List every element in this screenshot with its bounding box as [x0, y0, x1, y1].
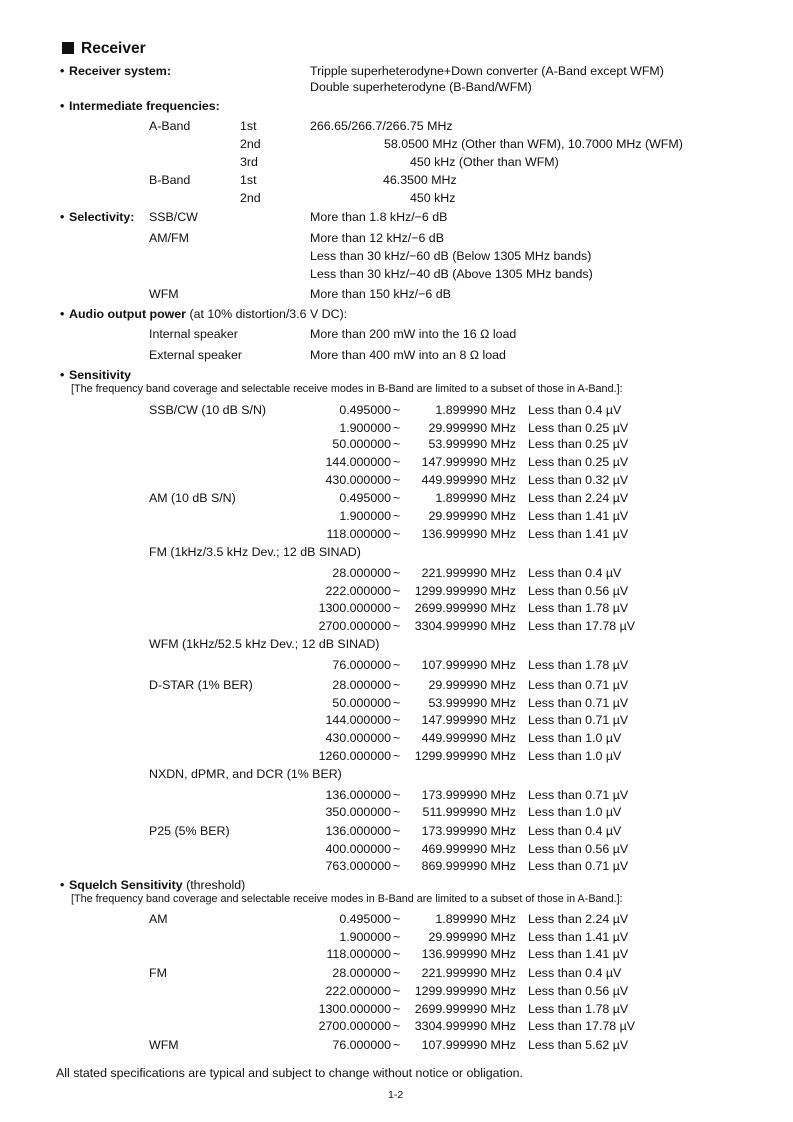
- range-separator: ~: [393, 930, 401, 944]
- range-start: 76.000000: [332, 658, 391, 672]
- range-separator: ~: [393, 491, 401, 505]
- if-stage: 2nd: [240, 191, 261, 205]
- range-end: 173.999990 MHz: [421, 824, 516, 838]
- sensitivity-value: Less than 0.71 µV: [528, 788, 629, 802]
- mode-label: D-STAR (1% BER): [149, 678, 253, 692]
- disclaimer: All stated specifications are typical and subject to change without notice or obligation.: [56, 1066, 523, 1080]
- sensitivity-value: Less than 0.32 µV: [528, 473, 629, 487]
- mode-label: P25 (5% BER): [149, 824, 230, 838]
- range-end: 29.999990 MHz: [428, 421, 516, 435]
- range-start: 430.000000: [325, 731, 391, 745]
- range-start: 222.000000: [325, 984, 391, 998]
- range-start: 350.000000: [325, 805, 391, 819]
- sensitivity-value: Less than 1.41 µV: [528, 527, 629, 541]
- sensitivity-value: Less than 2.24 µV: [528, 491, 629, 505]
- range-separator: ~: [393, 584, 401, 598]
- selectivity-value: Less than 30 kHz/−40 dB (Above 1305 MHz bands): [310, 267, 593, 281]
- range-start: 1300.000000: [318, 1002, 391, 1016]
- speaker-type: External speaker: [149, 348, 242, 362]
- range-end: 1299.999990 MHz: [414, 749, 516, 763]
- range-end: 449.999990 MHz: [421, 473, 516, 487]
- bullet: •: [60, 368, 65, 382]
- mode-label: AM (10 dB S/N): [149, 491, 236, 505]
- sensitivity-value: Less than 2.24 µV: [528, 912, 629, 926]
- squelch-note: [The frequency band coverage and selectable receive modes in B-Band are limited to a subset of those in A-Band.]:: [71, 893, 623, 905]
- range-separator: ~: [393, 619, 401, 633]
- selectivity-value: More than 150 kHz/−6 dB: [310, 287, 451, 301]
- sensitivity-value: Less than 1.41 µV: [528, 509, 629, 523]
- range-end: 1.899990 MHz: [435, 912, 516, 926]
- range-end: 53.999990 MHz: [428, 437, 516, 451]
- if-stage: 1st: [240, 119, 257, 133]
- sensitivity-value: Less than 0.56 µV: [528, 842, 629, 856]
- selectivity-value: More than 1.8 kHz/−6 dB: [310, 210, 448, 224]
- range-start: 144.000000: [325, 713, 391, 727]
- range-separator: ~: [393, 842, 401, 856]
- range-start: 50.000000: [332, 696, 391, 710]
- sensitivity-value: Less than 0.71 µV: [528, 859, 629, 873]
- mode-label: WFM: [149, 1038, 179, 1052]
- bullet: •: [60, 210, 65, 224]
- section-title: Receiver: [81, 40, 146, 57]
- speaker-type: Internal speaker: [149, 327, 238, 341]
- range-separator: ~: [393, 1038, 401, 1052]
- range-separator: ~: [393, 947, 401, 961]
- range-start: 1.900000: [339, 930, 391, 944]
- range-start: 118.000000: [326, 527, 391, 541]
- if-value: 450 kHz: [410, 191, 456, 205]
- range-end: 173.999990 MHz: [421, 788, 516, 802]
- range-start: 0.495000: [339, 403, 391, 417]
- receiver-system-label: Receiver system:: [69, 64, 171, 78]
- bullet: •: [60, 307, 65, 321]
- range-end: 3304.999990 MHz: [414, 619, 516, 633]
- range-end: 29.999990 MHz: [428, 930, 516, 944]
- range-separator: ~: [393, 966, 401, 980]
- range-end: 449.999990 MHz: [421, 731, 516, 745]
- sensitivity-note: [The frequency band coverage and selectable receive modes in B-Band are limited to a subset of those in A-Band.]:: [71, 383, 623, 395]
- range-start: 763.000000: [325, 859, 391, 873]
- sensitivity-value: Less than 1.0 µV: [528, 805, 622, 819]
- page-number: 1-2: [388, 1089, 404, 1101]
- range-end: 29.999990 MHz: [428, 509, 516, 523]
- sensitivity-value: Less than 0.4 µV: [528, 403, 622, 417]
- sensitivity-value: Less than 0.25 µV: [528, 455, 629, 469]
- range-separator: ~: [393, 437, 401, 451]
- bullet: •: [60, 64, 65, 78]
- range-start: 1.900000: [339, 421, 391, 435]
- range-separator: ~: [393, 678, 401, 692]
- range-start: 76.000000: [332, 1038, 391, 1052]
- sensitivity-value: Less than 1.78 µV: [528, 1002, 629, 1016]
- range-end: 53.999990 MHz: [428, 696, 516, 710]
- range-end: 107.999990 MHz: [421, 658, 516, 672]
- section-marker: [62, 42, 74, 54]
- if-band-a: A-Band: [149, 119, 191, 133]
- range-start: 1260.000000: [318, 749, 391, 763]
- range-end: 147.999990 MHz: [421, 455, 516, 469]
- if-stage: 2nd: [240, 137, 261, 151]
- mode-label: FM: [149, 966, 167, 980]
- range-start: 136.000000: [325, 824, 391, 838]
- if-band-b: B-Band: [149, 173, 191, 187]
- range-end: 469.999990 MHz: [421, 842, 516, 856]
- sensitivity-value: Less than 0.4 µV: [528, 966, 622, 980]
- selectivity-value: Less than 30 kHz/−60 dB (Below 1305 MHz bands): [310, 249, 592, 263]
- range-start: 1.900000: [339, 509, 391, 523]
- range-end: 2699.999990 MHz: [414, 1002, 516, 1016]
- range-start: 28.000000: [332, 566, 391, 580]
- range-separator: ~: [393, 859, 401, 873]
- range-separator: ~: [393, 749, 401, 763]
- sensitivity-value: Less than 0.56 µV: [528, 984, 629, 998]
- range-separator: ~: [393, 1019, 401, 1033]
- range-separator: ~: [393, 788, 401, 802]
- range-separator: ~: [393, 566, 401, 580]
- sensitivity-label: Sensitivity: [69, 368, 131, 382]
- if-value: 46.3500 MHz: [383, 173, 457, 187]
- if-value: 450 kHz (Other than WFM): [410, 155, 559, 169]
- range-end: 221.999990 MHz: [421, 966, 516, 980]
- range-end: 136.999990 MHz: [421, 527, 516, 541]
- sensitivity-value: Less than 17.78 µV: [528, 619, 636, 633]
- range-start: 28.000000: [332, 678, 391, 692]
- selectivity-mode: AM/FM: [149, 231, 189, 245]
- range-separator: ~: [393, 403, 401, 417]
- audio-title: Audio output power: [69, 307, 186, 321]
- range-separator: ~: [393, 805, 401, 819]
- mode-label: FM (1kHz/3.5 kHz Dev.; 12 dB SINAD): [149, 545, 361, 559]
- range-end: 1299.999990 MHz: [414, 584, 516, 598]
- audio-condition: (at 10% distortion/3.6 V DC):: [186, 307, 348, 321]
- range-separator: ~: [393, 601, 401, 615]
- range-start: 430.000000: [325, 473, 391, 487]
- range-start: 0.495000: [339, 491, 391, 505]
- range-end: 147.999990 MHz: [421, 713, 516, 727]
- range-start: 400.000000: [325, 842, 391, 856]
- if-value: 58.0500 MHz (Other than WFM), 10.7000 MHz (WFM): [384, 137, 683, 151]
- sensitivity-value: Less than 0.4 µV: [528, 566, 622, 580]
- range-end: 3304.999990 MHz: [414, 1019, 516, 1033]
- range-start: 118.000000: [326, 947, 391, 961]
- range-separator: ~: [393, 421, 401, 435]
- selectivity-mode: SSB/CW: [149, 210, 198, 224]
- range-start: 0.495000: [339, 912, 391, 926]
- range-separator: ~: [393, 509, 401, 523]
- sensitivity-value: Less than 1.41 µV: [528, 930, 629, 944]
- sensitivity-value: Less than 1.78 µV: [528, 658, 629, 672]
- squelch-condition: (threshold): [182, 878, 246, 892]
- range-separator: ~: [393, 696, 401, 710]
- sensitivity-value: Less than 1.0 µV: [528, 731, 622, 745]
- if-stage: 1st: [240, 173, 257, 187]
- range-separator: ~: [393, 824, 401, 838]
- if-label: Intermediate frequencies:: [69, 99, 220, 113]
- audio-label: [69, 306, 347, 322]
- selectivity-mode: WFM: [149, 287, 179, 301]
- sensitivity-value: Less than 0.25 µV: [528, 421, 629, 435]
- receiver-system-value: Double superheterodyne (B-Band/WFM): [310, 80, 532, 94]
- range-separator: ~: [393, 455, 401, 469]
- squelch-title: Squelch Sensitivity: [69, 878, 183, 892]
- range-end: 1.899990 MHz: [435, 491, 516, 505]
- speaker-value: More than 200 mW into the 16 Ω load: [310, 327, 517, 341]
- range-end: 2699.999990 MHz: [414, 601, 516, 615]
- sensitivity-value: Less than 1.41 µV: [528, 947, 629, 961]
- sensitivity-value: Less than 1.0 µV: [528, 749, 622, 763]
- range-end: 1299.999990 MHz: [414, 984, 516, 998]
- range-start: 2700.000000: [318, 619, 391, 633]
- mode-label: NXDN, dPMR, and DCR (1% BER): [149, 767, 342, 781]
- selectivity-label: Selectivity:: [69, 210, 135, 224]
- sensitivity-value: Less than 0.25 µV: [528, 437, 629, 451]
- range-end: 29.999990 MHz: [428, 678, 516, 692]
- range-start: 50.000000: [332, 437, 391, 451]
- mode-label: WFM (1kHz/52.5 kHz Dev.; 12 dB SINAD): [149, 637, 380, 651]
- sensitivity-value: Less than 0.4 µV: [528, 824, 622, 838]
- range-separator: ~: [393, 984, 401, 998]
- range-separator: ~: [393, 713, 401, 727]
- selectivity-value: More than 12 kHz/−6 dB: [310, 231, 444, 245]
- range-start: 1300.000000: [318, 601, 391, 615]
- mode-label: SSB/CW (10 dB S/N): [149, 403, 267, 417]
- range-separator: ~: [393, 731, 401, 745]
- receiver-system-value: Tripple superheterodyne+Down converter (A-Band except WFM): [310, 64, 664, 78]
- range-separator: ~: [393, 658, 401, 672]
- mode-label: AM: [149, 912, 168, 926]
- range-separator: ~: [393, 912, 401, 926]
- sensitivity-value: Less than 0.71 µV: [528, 696, 629, 710]
- if-value: 266.65/266.7/266.75 MHz: [310, 119, 453, 133]
- speaker-value: More than 400 mW into an 8 Ω load: [310, 348, 506, 362]
- sensitivity-value: Less than 5.62 µV: [528, 1038, 629, 1052]
- range-start: 136.000000: [325, 788, 391, 802]
- range-end: 511.999990 MHz: [422, 805, 516, 819]
- range-start: 222.000000: [325, 584, 391, 598]
- sensitivity-value: Less than 17.78 µV: [528, 1019, 636, 1033]
- range-end: 221.999990 MHz: [421, 566, 516, 580]
- bullet: •: [60, 878, 65, 892]
- range-separator: ~: [393, 527, 401, 541]
- range-start: 28.000000: [332, 966, 391, 980]
- range-separator: ~: [393, 1002, 401, 1016]
- range-start: 144.000000: [325, 455, 391, 469]
- range-end: 107.999990 MHz: [421, 1038, 516, 1052]
- range-separator: ~: [393, 473, 401, 487]
- sensitivity-value: Less than 0.71 µV: [528, 713, 629, 727]
- bullet: •: [60, 99, 65, 113]
- range-start: 2700.000000: [318, 1019, 391, 1033]
- range-end: 1.899990 MHz: [435, 403, 516, 417]
- if-stage: 3rd: [240, 155, 258, 169]
- range-end: 136.999990 MHz: [421, 947, 516, 961]
- sensitivity-value: Less than 0.71 µV: [528, 678, 629, 692]
- sensitivity-value: Less than 0.56 µV: [528, 584, 629, 598]
- sensitivity-value: Less than 1.78 µV: [528, 601, 629, 615]
- range-end: 869.999990 MHz: [421, 859, 516, 873]
